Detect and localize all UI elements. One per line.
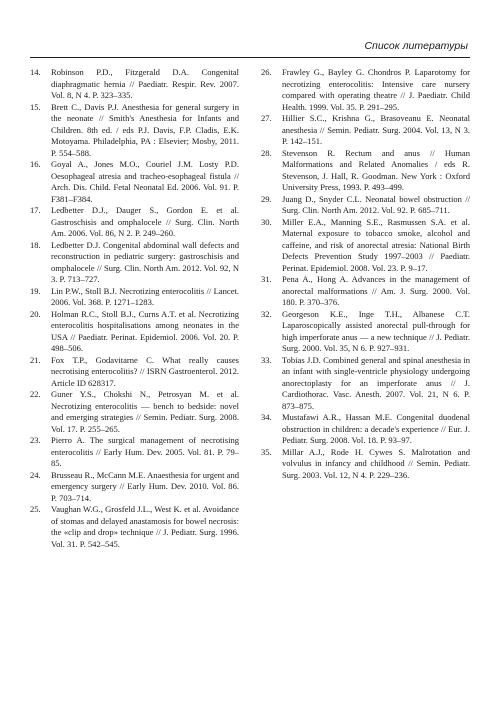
reference-number: 19. [30, 285, 41, 296]
reference-item [261, 217, 470, 275]
reference-item [261, 148, 470, 194]
reference-item [30, 205, 239, 240]
reference-text: Miller E.A., Manning S.E., Rasmussen S.A. et al. Maternal exposure to tobacco smoke, alcohol and caffeine, and risk of anorectal atresia: National Birth Defects Prevention Study 1997–2003 // Paediatr. Perinat. Epidemiol. 2008. Vol. 23. P. 9–17. [282, 216, 470, 273]
reference-item [30, 309, 239, 355]
reference-item [261, 274, 470, 309]
reference-text: Robinson P.D., Fitzgerald D.A. Congenital diaphragmatic hernia // Paediatr. Respir. Rev. 2007. Vol. 8, N 4. P. 323–335. [51, 67, 239, 100]
reference-number: 26. [261, 67, 272, 77]
reference-text: Brusseau R., McCann M.E. Anaesthesia for urgent and emergency surgery // Early Hum. Dev. 2010. Vol. 86. P. 703–714. [51, 469, 239, 503]
reference-number: 21. [30, 354, 41, 365]
reference-text: Frawley G., Bayley G. Chondros P. Laparotomy for necrotizing enterocolitis: Intensive care nursery compared with operating theatre // J. Paediatr. Child Health. 1999. Vol. 35. P. 291–295. [282, 67, 470, 112]
reference-number: 23. [30, 435, 41, 445]
left-column [30, 67, 239, 550]
reference-number: 15. [30, 101, 41, 112]
reference-item [30, 67, 239, 102]
reference-number: 30. [261, 216, 272, 227]
reference-number: 18. [30, 239, 41, 250]
reference-number: 31. [261, 274, 272, 284]
reference-text: Georgeson K.E., Inge T.H., Albanese C.T. Laparoscopically assisted anorectal pull-through for high imperforate anus — a new technique // J. Pediatr. Surg. 2000. Vol. 35, N 6. P. 927–931. [282, 308, 470, 353]
reference-item [30, 470, 239, 505]
reference-item [30, 286, 239, 309]
reference-list-left [30, 67, 239, 550]
reference-text: Pena A., Hong A. Advances in the management of anorectal malformations // Am. J. Surg. 2000. Vol. 180. P. 370–376. [282, 274, 470, 307]
reference-item [261, 412, 470, 447]
reference-text: Brett C., Davis P.J. Anesthesia for general surgery in the neonate // Smith's Anesthesia for Infants and Children. 8th ed. / eds P.J. Davis, F.P. Cladis, E.K. Motoyama. Philadelphia, PA : Elsevier; Mosby, 2011. P. 554–588. [51, 101, 239, 158]
running-title: Список литературы [364, 40, 468, 52]
reference-text: Millar A.J., Rode H. Cywes S. Malrotation and volvulus in infancy and childhood // Semin. Pediatr. Surg. 2003. Vol. 12, N 4. P. 229–236. [282, 446, 470, 480]
reference-number: 20. [30, 308, 41, 319]
reference-item [30, 355, 239, 390]
reference-number: 24. [30, 469, 41, 480]
reference-text: Tobias J.D. Combined general and spinal anesthesia in an infant with single-ventricle physiology undergoing anorectoplasty for an imperforate anus // J. Cardiothorac. Vasc. Anesth. 2007. Vol. 21, N 6. P. 873–875. [282, 354, 470, 411]
reference-item [30, 102, 239, 160]
reference-number: 25. [30, 504, 41, 514]
reference-number: 28. [261, 147, 272, 158]
right-column [261, 67, 470, 550]
reference-number: 14. [30, 67, 41, 77]
reference-item [261, 113, 470, 148]
reference-columns [30, 67, 470, 550]
reference-text: Juang D., Snyder C.L. Neonatal bowel obstruction // Surg. Clin. North Am. 2012. Vol. 92. P. 685–711. [282, 193, 470, 215]
reference-text: Mustafawi A.R., Hassan M.E. Congenital duodenal obstruction in children: a decade's experience // Eur. J. Pediatr. Surg. 2008. Vol. 18. P. 93–97. [282, 412, 470, 445]
reference-item [30, 435, 239, 470]
reference-item [261, 309, 470, 355]
reference-number: 27. [261, 113, 272, 123]
reference-number: 32. [261, 308, 272, 319]
reference-text: Guner Y.S., Chokshi N., Petrosyan M. et al. Necrotizing enterocolitis — bench to bedside: novel and emerging strategies // Semin. Pediatr. Surg. 2008. Vol. 17. P. 255–265. [51, 389, 239, 434]
reference-number: 16. [30, 159, 41, 169]
page-header [30, 37, 470, 58]
reference-item [30, 240, 239, 286]
reference-item [30, 504, 239, 550]
reference-number: 35. [261, 446, 272, 457]
reference-item [261, 67, 470, 113]
reference-item [261, 194, 470, 217]
reference-number: 22. [30, 389, 41, 399]
reference-item [30, 159, 239, 205]
reference-text: Hillier S.C., Krishna G., Brasoveanu E. Neonatal anesthesia // Semin. Pediatr. Surg. 2004. Vol. 13, N 3. P. 142–151. [282, 113, 470, 146]
reference-text: Lin P.W., Stoll B.J. Necrotizing enterocolitis // Lancet. 2006. Vol. 368. P. 1271–1283. [51, 285, 239, 307]
reference-item [261, 355, 470, 413]
reference-text: Stevenson R. Rectum and anus // Human Malformations and Related Anomalies / eds R. Stevenson, J. Hall, R. Goodman. New York : Oxford University Press, 1993. P. 493–499. [282, 147, 470, 192]
reference-number: 33. [261, 354, 272, 365]
reference-text: Ledbetter D.J. Congenital abdominal wall defects and reconstruction in pediatric surgery: gastroschisis and omphalocele // Surg. Clin. North Am. 2012. Vol. 92, N 3. P. 713–727. [51, 239, 239, 284]
reference-text: Fox T.P., Godavitarne C. What really causes necrotising enterocolitis? // ISRN Gastroenterol. 2012. Article ID 628317. [51, 354, 239, 388]
reference-item [261, 447, 470, 482]
reference-text: Holman R.C., Stoll B.J., Curns A.T. et al. Necrotizing enterocolitis hospitalisations among neonates in the USA // Paediatr. Perinat. Epidemiol. 2006. Vol. 20. P. 498–506. [51, 308, 239, 353]
reference-text: Vaughan W.G., Grosfeld J.L., West K. et al. Avoidance of stomas and delayed anastamosis for bowel necrosis: the «clip and drop» technique // J. Pediatr. Surg. 1996. Vol. 31. P. 542–545. [51, 504, 239, 549]
reference-number: 17. [30, 205, 41, 215]
reference-item [30, 389, 239, 435]
reference-list-right [261, 67, 470, 481]
reference-number: 34. [261, 412, 272, 422]
reference-text: Pierro A. The surgical management of necrotising enterocolitis // Early Hum. Dev. 2005. Vol. 81. P. 79–85. [51, 435, 239, 468]
reference-text: Goyal A., Jones M.O., Couriel J.M. Losty P.D. Oesophageal atresia and tracheo-esophageal fistula // Arch. Dis. Child. Fetal Neonatal Ed. 2006. Vol. 91. P. F381–F384. [51, 159, 239, 204]
reference-number: 29. [261, 193, 272, 204]
reference-text: Ledbetter D.J., Dauger S., Gordon E. et al. Gastroschisis and omphalocele // Surg. Clin. North Am. 2006. Vol. 86, N 2. P. 249–260. [51, 205, 239, 238]
